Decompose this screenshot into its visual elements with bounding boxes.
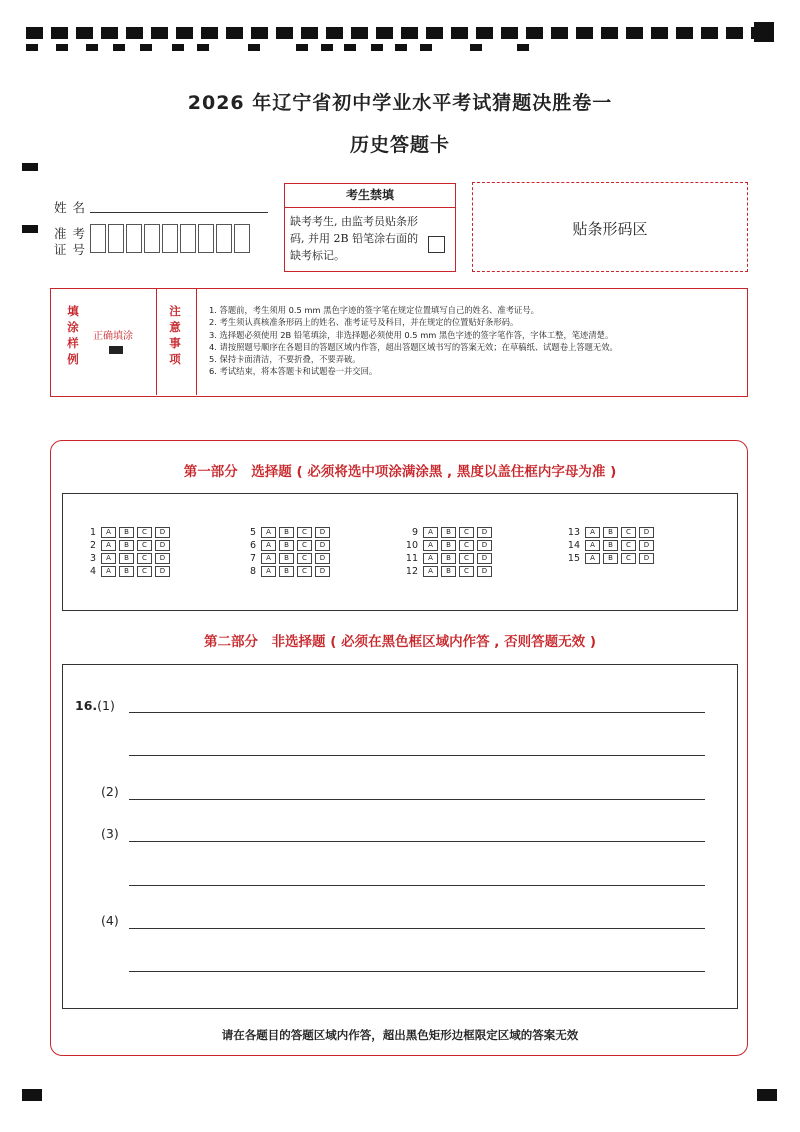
mcq-row [76,540,173,552]
answer-option-bubble[interactable]: B [603,527,618,538]
answer-line[interactable] [129,712,705,713]
answer-option-bubble[interactable]: A [101,527,116,538]
sub-question-3-label: (3) [101,826,119,841]
mcq-row [76,553,173,565]
answer-option-bubble[interactable]: D [477,540,492,551]
answer-option-bubble[interactable]: D [315,566,330,577]
answer-option-bubble[interactable]: C [621,527,636,538]
mcq-row [560,540,657,552]
answer-option-bubble[interactable]: B [441,566,456,577]
answer-option-bubble[interactable]: C [459,527,474,538]
question-16-label: 16.(1) [75,698,115,713]
note-item: 5. 保持卡面清洁，不要折叠，不要弄破。 [209,354,361,365]
answer-line[interactable] [129,885,705,886]
answer-option-bubble[interactable]: A [585,540,600,551]
student-id-digit-box[interactable] [198,224,214,253]
answer-option-bubble[interactable]: D [155,540,170,551]
footer-note: 请在各题目的答题区域内作答，超出黑色矩形边框限定区域的答案无效 [221,1028,579,1042]
id-label-1: 准考 [54,226,92,241]
name-field[interactable] [90,212,268,213]
student-id-digit-box[interactable] [216,224,232,253]
student-id-digit-box[interactable] [180,224,196,253]
mcq-row [398,566,495,578]
answer-option-bubble[interactable]: D [639,540,654,551]
student-id-digit-box[interactable] [108,224,124,253]
essay-box [62,664,738,1009]
name-label: 姓名 [54,200,92,215]
answer-option-bubble[interactable]: D [315,527,330,538]
student-id-digit-box[interactable] [90,224,106,253]
answer-option-bubble[interactable]: B [279,527,294,538]
answer-option-bubble[interactable]: D [477,553,492,564]
barcode-area [472,182,748,272]
answer-option-bubble[interactable]: D [155,527,170,538]
part1-title: 第一部分 选择题 ( 必须将选中项涂满涂黑 , 黑度以盖住框内字母为准 ) [183,464,617,480]
answer-option-bubble[interactable]: C [459,566,474,577]
answer-option-bubble[interactable]: C [621,540,636,551]
answer-option-bubble[interactable]: B [603,540,618,551]
mcq-row [560,553,657,565]
student-id-digit-box[interactable] [234,224,250,253]
answer-option-bubble[interactable]: A [423,527,438,538]
answer-option-bubble[interactable]: A [101,553,116,564]
question-number: 9 [411,527,418,538]
answer-option-bubble[interactable]: D [639,553,654,564]
mcq-row [236,553,333,565]
instructions-box [50,288,748,397]
page-subtitle: 历史答题卡 [349,134,450,156]
question-number: 15 [567,553,580,564]
answer-option-bubble[interactable]: A [423,540,438,551]
page-title: 2026 年辽宁省初中学业水平考试猜题决胜卷一 [187,92,613,114]
student-id-digit-box[interactable] [144,224,160,253]
answer-option-bubble[interactable]: C [137,527,152,538]
answer-option-bubble[interactable]: D [315,540,330,551]
mcq-row [398,540,495,552]
student-id-digit-box[interactable] [162,224,178,253]
mcq-row [236,527,333,539]
exam-staff-title: 考生禁填 [285,184,455,208]
answer-option-bubble[interactable]: A [261,540,276,551]
answer-option-bubble[interactable]: C [297,553,312,564]
answer-option-bubble[interactable]: B [119,527,134,538]
answer-option-bubble[interactable]: A [101,566,116,577]
answer-option-bubble[interactable]: A [585,553,600,564]
answer-option-bubble[interactable]: B [603,553,618,564]
barcode-label: 贴条形码区 [572,220,648,238]
answer-option-bubble[interactable]: D [315,553,330,564]
answer-option-bubble[interactable]: B [441,540,456,551]
mcq-row [76,566,173,578]
note-item: 1. 答题前，考生须用 0.5 mm 黑色字迹的签字笔在规定位置填写自己的姓名、准考证号。 [209,305,539,315]
answer-option-bubble[interactable]: C [621,553,636,564]
note-item: 3. 选择题必须使用 2B 铅笔填涂，非选择题必须使用 0.5 mm 黑色字迹的签字笔作答，字体工整，笔迹清楚。 [209,329,614,340]
answer-option-bubble[interactable]: A [423,553,438,564]
answer-option-bubble[interactable]: A [261,553,276,564]
answer-option-bubble[interactable]: A [585,527,600,538]
question-number: 6 [249,540,256,551]
mcq-row [236,566,333,578]
answer-option-bubble[interactable]: A [261,527,276,538]
answer-line[interactable] [129,841,705,842]
exam-staff-note: 缺考考生, 由监考员贴条形码, 并用 2B 铅笔涂右面的缺考标记。 [290,215,419,262]
answer-option-bubble[interactable]: C [137,553,152,564]
answer-option-bubble[interactable]: A [261,566,276,577]
answer-option-bubble[interactable]: B [119,566,134,577]
question-number: 5 [249,527,256,538]
answer-option-bubble[interactable]: D [477,566,492,577]
mcq-row [398,553,495,565]
question-number: 11 [405,553,418,564]
correct-fill-label: 正确填涂 [93,331,133,342]
mcq-row [236,540,333,552]
question-number: 4 [89,566,96,577]
part2-title: 第二部分 非选择题 ( 必须在黑色框区域内作答 , 否则答题无效 ) [204,634,596,650]
exam-staff-box [284,183,456,272]
answer-option-bubble[interactable]: B [441,553,456,564]
mcq-row [398,527,495,539]
question-number: 12 [405,566,418,577]
answer-option-bubble[interactable]: A [423,566,438,577]
sub-question-4-label: (4) [101,913,119,928]
id-label-2: 证号 [54,242,92,257]
answer-option-bubble[interactable]: C [459,540,474,551]
answer-option-bubble[interactable]: D [639,527,654,538]
notes-list [209,304,618,378]
answer-line[interactable] [129,755,705,756]
question-number: 2 [89,540,96,551]
note-item: 6. 考试结束，将本答题卡和试题卷一并交回。 [209,366,378,377]
question-number: 3 [89,553,96,564]
answer-option-bubble[interactable]: B [119,540,134,551]
answer-option-bubble[interactable]: B [279,566,294,577]
mcq-box [62,493,738,611]
answer-option-bubble[interactable]: C [297,566,312,577]
sub-question-2-label: (2) [101,784,119,799]
notes-label: 注 意 事 项 [169,304,181,366]
question-number: 8 [249,566,256,577]
answer-option-bubble[interactable]: B [119,553,134,564]
answer-option-bubble[interactable]: D [155,553,170,564]
question-number: 14 [567,540,580,551]
correct-fill-sample [109,346,123,354]
mcq-row [560,527,657,539]
answer-option-bubble[interactable]: C [297,527,312,538]
answer-option-bubble[interactable]: B [441,527,456,538]
absent-mark-box[interactable] [428,236,445,253]
answer-option-bubble[interactable]: C [459,553,474,564]
answer-line[interactable] [129,928,705,929]
question-number: 13 [567,527,580,538]
mcq-row [76,527,173,539]
answer-line[interactable] [129,971,705,972]
note-item: 2. 考生须认真核准条形码上的姓名、准考证号及科目，并在规定的位置贴好条形码。 [209,317,519,328]
answer-option-bubble[interactable]: A [101,540,116,551]
answer-option-bubble[interactable]: C [137,540,152,551]
answer-option-bubble[interactable]: D [155,566,170,577]
fill-example-label: 填 涂 样 例 [67,304,79,366]
question-number: 7 [249,553,256,564]
answer-line[interactable] [129,799,705,800]
student-id-digit-box[interactable] [126,224,142,253]
note-item: 4. 请按照题号顺序在各题目的答题区域内作答，超出答题区域书写的答案无效；在草稿纸、试题卷上答题无效。 [209,341,618,352]
question-number: 1 [89,527,96,538]
answer-option-bubble[interactable]: C [137,566,152,577]
question-number: 10 [405,540,418,551]
answer-option-bubble[interactable]: B [279,553,294,564]
answer-option-bubble[interactable]: C [297,540,312,551]
answer-option-bubble[interactable]: B [279,540,294,551]
answer-option-bubble[interactable]: D [477,527,492,538]
